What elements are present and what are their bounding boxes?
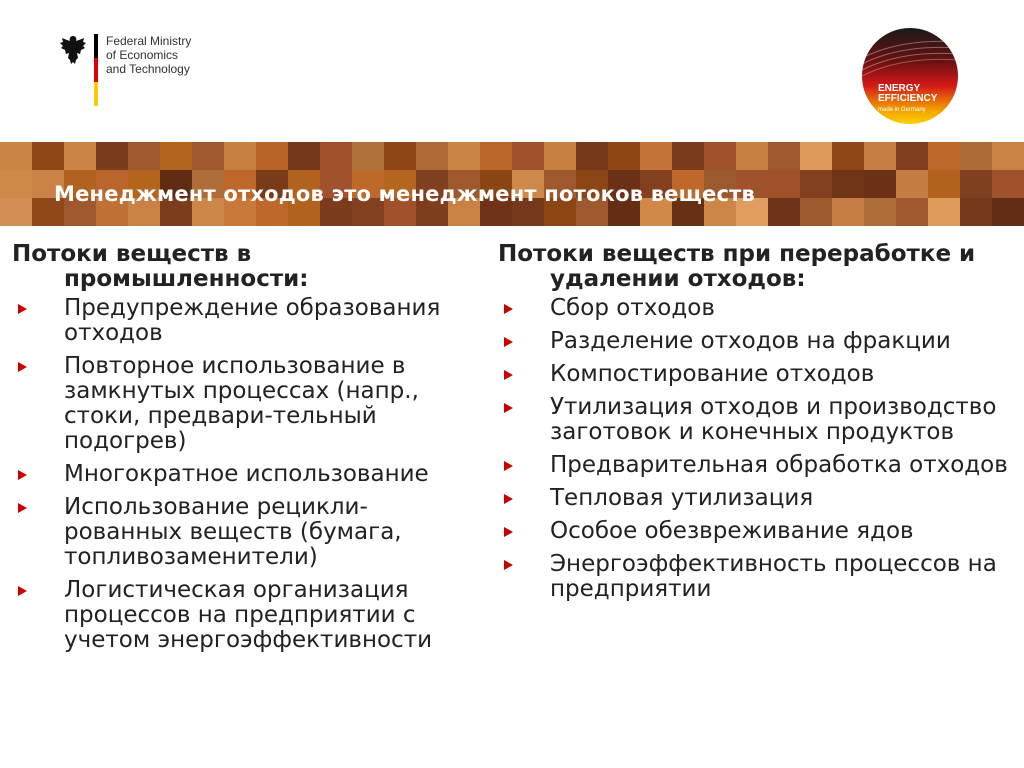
- list-item: Сбор отходов: [498, 296, 1018, 321]
- ministry-name: Federal Ministry of Economics and Technology: [106, 34, 192, 76]
- bullet-triangle-icon: [504, 461, 513, 471]
- bullet-triangle-icon: [18, 470, 27, 480]
- list-item: Компостирование отходов: [498, 362, 1018, 387]
- list-item: Логистическая организация процессов на предприятии с учетом энергоэффективности: [12, 578, 482, 653]
- page-title: Менеджмент отходов это менеджмент потоков веществ: [54, 182, 755, 206]
- list-item: Утилизация отходов и производство заготовок и конечных продуктов: [498, 395, 1018, 445]
- list-item: Разделение отходов на фракции: [498, 329, 1018, 354]
- list-item: Предупреждение образования отходов: [12, 296, 482, 346]
- german-flag-bar: [94, 34, 98, 106]
- bullet-triangle-icon: [504, 403, 513, 413]
- left-list: [12, 296, 482, 653]
- list-item: Предварительная обработка отходов: [498, 453, 1018, 478]
- left-heading: Потоки веществ в промышленности:: [12, 241, 309, 292]
- right-heading: Потоки веществ при переработке и удалении отходов:: [498, 241, 976, 292]
- federal-eagle-icon: [58, 34, 88, 68]
- right-list: [498, 296, 1018, 602]
- list-item: Использование рецикли-рованных веществ (бумага, топливозаменители): [12, 495, 482, 570]
- list-item: Повторное использование в замкнутых процессах (напр., стоки, предвари-тельный подогрев): [12, 354, 482, 454]
- bullet-triangle-icon: [18, 304, 27, 314]
- list-item: Энергоэффективность процессов на предприятии: [498, 552, 1018, 602]
- energy-efficiency-logo-text: ENERGY EFFICIENCY made in Germany: [878, 83, 938, 113]
- list-item: Особое обезвреживание ядов: [498, 519, 1018, 544]
- bullet-triangle-icon: [504, 370, 513, 380]
- bullet-triangle-icon: [18, 503, 27, 513]
- bullet-triangle-icon: [18, 362, 27, 372]
- bullet-triangle-icon: [504, 337, 513, 347]
- right-column: [498, 242, 1018, 610]
- bullet-triangle-icon: [18, 586, 27, 596]
- bullet-triangle-icon: [504, 494, 513, 504]
- ministry-logo: [58, 32, 258, 112]
- bullet-triangle-icon: [504, 560, 513, 570]
- left-column: [12, 242, 482, 661]
- list-item: Многократное использование: [12, 462, 482, 487]
- bullet-triangle-icon: [504, 304, 513, 314]
- list-item: Тепловая утилизация: [498, 486, 1018, 511]
- bullet-triangle-icon: [504, 527, 513, 537]
